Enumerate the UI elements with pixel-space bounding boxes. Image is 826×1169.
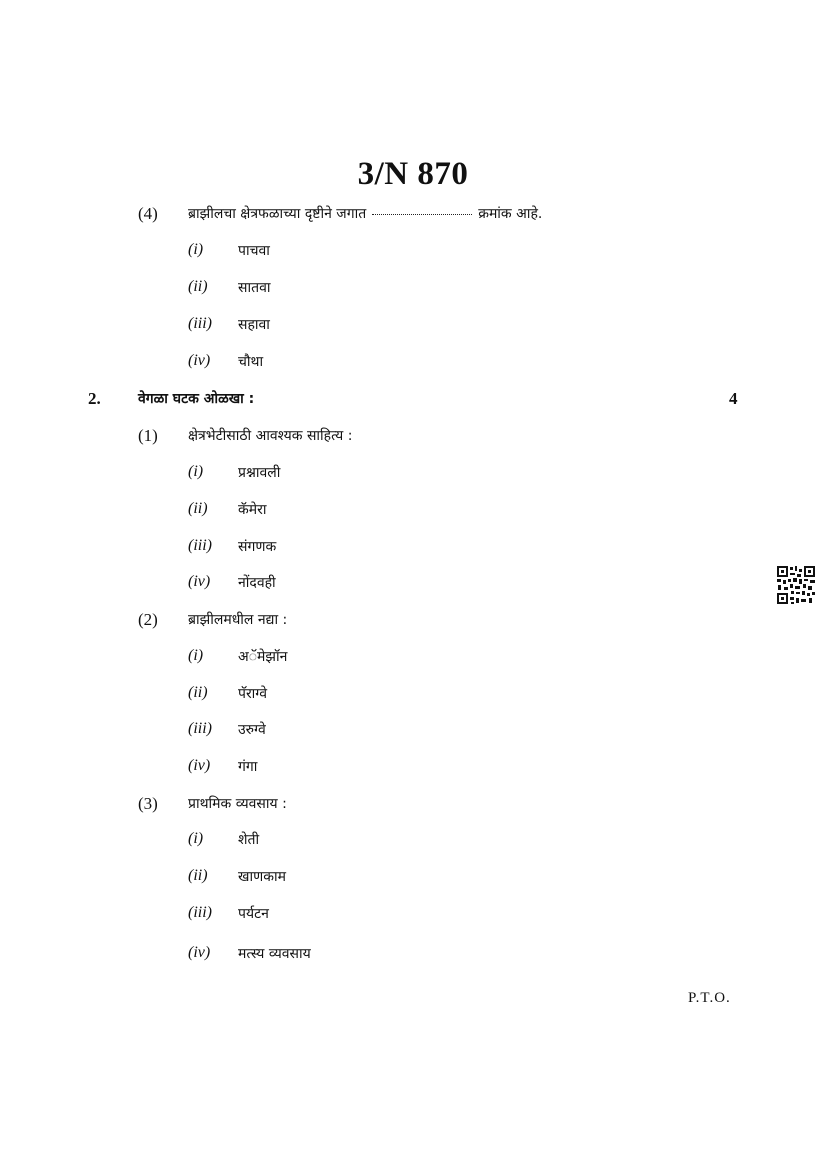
question-title: वेगळा घटक ओळखा : [138, 391, 255, 407]
option-label: (ii) [188, 278, 208, 295]
question-part-text [188, 204, 542, 223]
option-label: (ii) [188, 500, 208, 517]
option-label: (iii) [188, 904, 212, 921]
option-text: पॅराग्वे [238, 686, 268, 702]
answer-blank [372, 214, 472, 215]
question-number: 2. [88, 389, 101, 408]
option-text: चौथा [238, 354, 264, 370]
option-label: (iv) [188, 352, 211, 369]
option-text: गंगा [238, 759, 258, 775]
option-text: सहावा [238, 317, 270, 333]
question-marks: 4 [729, 389, 738, 408]
option-text: अॅमेझॉन [238, 649, 288, 665]
option-label: (i) [188, 241, 204, 258]
question-part-title: क्षेत्रभेटीसाठी आवश्यक साहित्य : [188, 428, 353, 444]
option-label: (iii) [188, 720, 212, 737]
option-label: (iv) [188, 757, 211, 774]
option-text: पाचवा [238, 243, 270, 259]
option-label: (iv) [188, 573, 211, 590]
question-part-number: (2) [138, 610, 158, 629]
option-label: (ii) [188, 867, 208, 884]
option-text: उरुग्वे [238, 722, 266, 738]
question-part-number: (3) [138, 794, 158, 813]
option-text: नोंदवही [238, 575, 276, 591]
option-text: पर्यटन [238, 906, 269, 922]
option-text: खाणकाम [238, 869, 286, 885]
option-label: (iv) [188, 944, 211, 961]
option-label: (ii) [188, 684, 208, 701]
question-part-number: (1) [138, 426, 158, 445]
question-text-before: ब्राझीलचा क्षेत्रफळाच्या दृष्टीने जगात [188, 206, 367, 222]
option-label: (iii) [188, 315, 212, 332]
option-text: शेती [238, 832, 260, 848]
option-label: (iii) [188, 537, 212, 554]
option-text: कॅमेरा [238, 502, 267, 518]
qr-code-icon [776, 565, 816, 605]
option-text: सातवा [238, 280, 271, 296]
option-label: (i) [188, 463, 204, 480]
question-part-title: प्राथमिक व्यवसाय : [188, 796, 287, 812]
question-text-after: क्रमांक आहे. [478, 206, 543, 222]
option-text: संगणक [238, 539, 277, 555]
page-turn-note: P.T.O. [688, 990, 731, 1006]
option-text: मत्स्य व्यवसाय [238, 946, 311, 962]
option-label: (i) [188, 647, 204, 664]
paper-code: 3/N 870 [357, 156, 469, 192]
option-text: प्रश्नावली [238, 465, 281, 481]
question-part-number: (4) [138, 204, 158, 223]
option-label: (i) [188, 830, 204, 847]
question-part-title: ब्राझीलमधील नद्या : [188, 612, 288, 628]
